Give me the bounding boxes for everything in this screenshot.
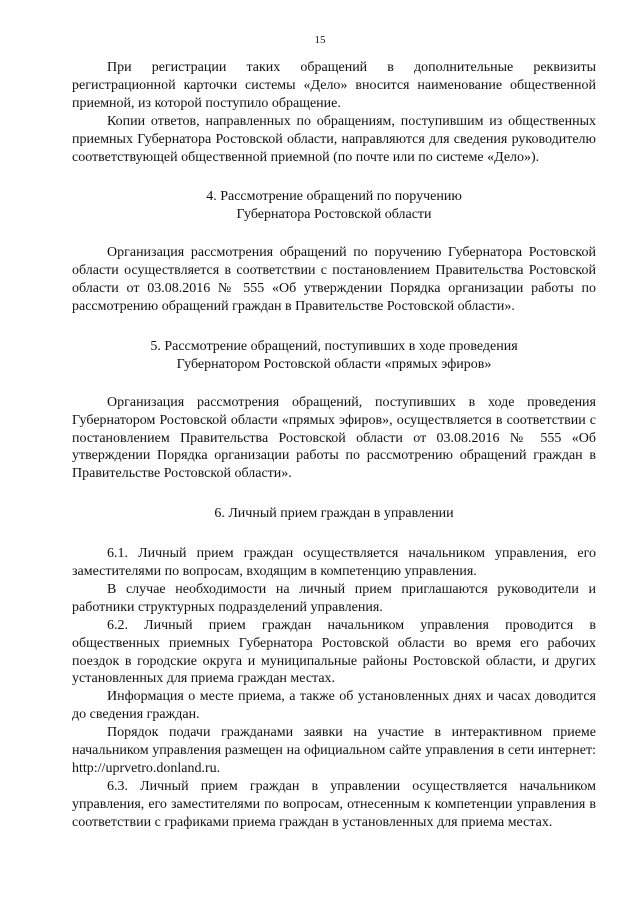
section-heading-6 — [72, 505, 596, 523]
section-heading-5-line-2: Губернатором Ростовской области «прямых эфиров» — [176, 356, 492, 372]
paragraph-interactive-reception: Порядок подачи гражданами заявки на участие в интерактивном приеме начальником управления размещен на официальном сайте управления в сети интернет: http://uprvetro.donland.ru. — [72, 725, 596, 776]
section-heading-6-line-1: 6. Личный прием граждан в управлении — [214, 506, 454, 522]
paragraph-registration: При регистрации таких обращений в дополнительные реквизиты регистрационной карточки системы «Дело» вносится наименование общественной приемной, из которой поступило обращение. — [72, 60, 596, 111]
section-heading-5-line-1: 5. Рассмотрение обращений, поступивших в ходе проведения — [150, 338, 518, 354]
paragraph-answer-copies: Копии ответов, направленных по обращениям, поступившим из общественных приемных Губернатора Ростовской области, направляются для сведения руководителю соответствующей общественной приемной (по почте или по системе «Дело»). — [72, 113, 596, 165]
document-body — [72, 59, 596, 832]
paragraph-section-4: Организация рассмотрения обращений по поручению Губернатора Ростовской области осуществляется в соответствии с постановлением Правительства Ростовской области от 03.08.2016 № 555 «Об утверждении Порядка организации работы по рассмотрению обращений граждан в Правительстве Ростовской области». — [72, 245, 596, 314]
paragraph-6-2: 6.2. Личный прием граждан начальником управления проводится в общественных приемных Губернатора Ростовской области во время его рабочих поездок в городские округа и муниципальные районы Ростовской области, и других установленных для приема граждан местах. — [72, 617, 596, 687]
paragraph-6-3: 6.3. Личный прием граждан в управлении осуществляется начальником управления, его заместителями по вопросам, отнесенным к компетенции управления в соответствии с графиками приема граждан в установленных для приема местах. — [72, 778, 596, 830]
paragraph-reception-info: Информация о месте приема, а также об установленных днях и часах доводится до сведения граждан. — [72, 689, 596, 723]
section-heading-4 — [72, 188, 596, 224]
section-heading-4-line-2: Губернатора Ростовской области — [236, 207, 432, 223]
section-heading-4-line-1: 4. Рассмотрение обращений по поручению — [206, 189, 462, 205]
paragraph-6-1: 6.1. Личный прием граждан осуществляется начальником управления, его заместителями по вопросам, входящим в компетенцию управления. — [72, 546, 596, 580]
paragraph-invited-staff: В случае необходимости на личный прием приглашаются руководители и работники структурных подразделений управления. — [72, 581, 596, 615]
page-number: 15 — [314, 34, 326, 46]
paragraph-section-5: Организация рассмотрения обращений, поступивших в ходе проведения Губернатором Ростовской области «прямых эфиров», осуществляется в соответствии с постановлением Правительства Ростовской области от 03.08.2016 № 555 «Об утверждении Порядка организации работы по рассмотрению обращений граждан в Правительстве Ростовской области». — [72, 394, 596, 482]
section-heading-5 — [72, 338, 596, 374]
